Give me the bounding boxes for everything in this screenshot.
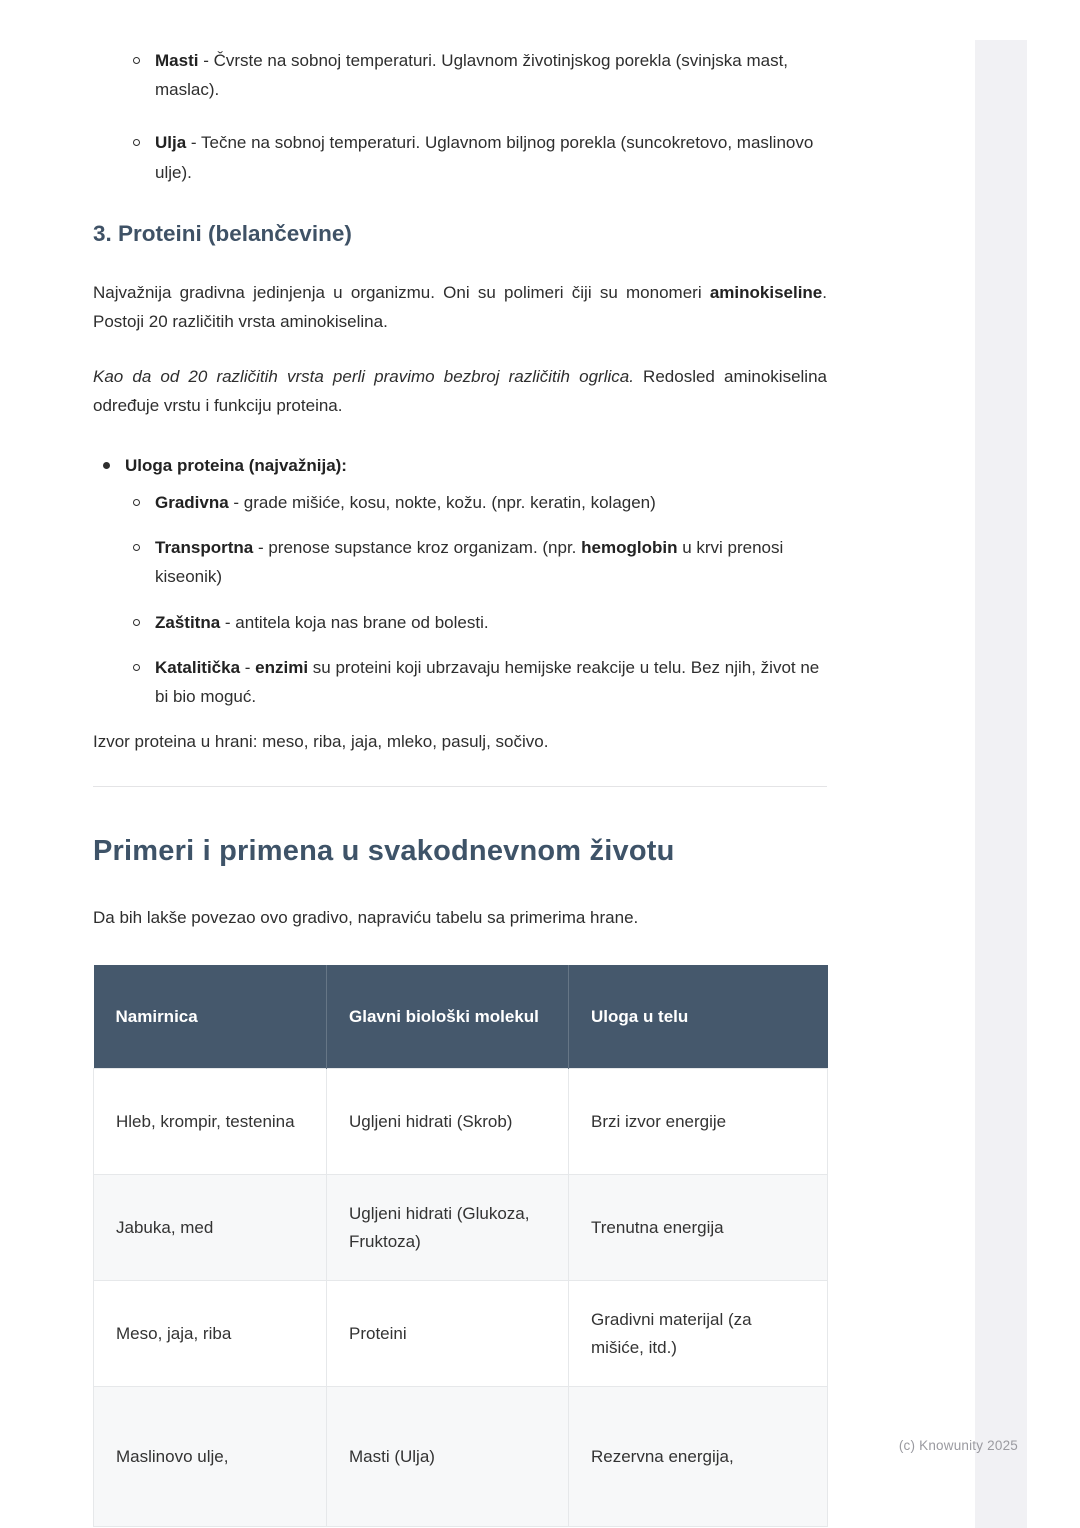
intro-text: Najvažnija gradivna jedinjenja u organizmu. Oni su polimeri čiji su monomeri <box>93 282 710 302</box>
table-cell: Rezervna energija, <box>569 1387 828 1527</box>
table-cell: Proteini <box>327 1281 569 1387</box>
table-row <box>94 1387 828 1527</box>
analogy-paragraph <box>93 362 827 420</box>
list-item <box>93 653 827 711</box>
term-masti: Masti <box>155 51 199 70</box>
role-term: Zaštitna <box>155 612 221 632</box>
list-item <box>93 608 827 637</box>
list-item <box>93 488 827 517</box>
roles-title: Uloga proteina (najvažnija): <box>125 455 347 475</box>
disc-bullet-icon <box>103 462 110 469</box>
term-aminokiseline: aminokiseline <box>709 282 823 302</box>
table-intro-paragraph: Da bih lakše povezao ovo gradivo, napraviću tabelu sa primerima hrane. <box>93 908 639 928</box>
section-heading-examples: Primeri i primena u svakodnevnom životu <box>93 835 675 868</box>
list-item-text <box>155 488 656 517</box>
column-header-uloga: Uloga u telu <box>569 965 828 1069</box>
list-item-text <box>155 608 489 637</box>
role-desc: - antitela koja nas brane od bolesti. <box>220 612 489 632</box>
role-desc-2: su proteini koji ubrzavaju hemijske reakcije u telu. Bez njih, život ne bi bio moguć. <box>155 657 820 706</box>
circle-bullet-icon <box>133 544 140 551</box>
role-term-2: enzimi <box>255 657 309 677</box>
role-term: Gradivna <box>155 492 229 512</box>
section-divider <box>93 786 827 787</box>
list-item-text <box>125 451 347 480</box>
table-row <box>94 1281 828 1387</box>
role-term: Transportna <box>155 538 254 558</box>
table-row <box>94 1175 828 1281</box>
copyright-text: (c) Knowunity 2025 <box>898 1438 1018 1453</box>
circle-bullet-icon <box>133 619 140 626</box>
table-cell: Ugljeni hidrati (Glukoza, Fruktoza) <box>327 1175 569 1281</box>
table-cell: Gradivni materijal (za mišiće, itd.) <box>569 1281 828 1387</box>
protein-roles-list <box>93 488 827 711</box>
food-examples-table <box>93 965 828 1528</box>
list-item <box>93 451 827 480</box>
table-header-row <box>94 965 828 1069</box>
column-header-molekul: Glavni biološki molekul <box>327 965 569 1069</box>
table-cell: Hleb, krompir, testenina <box>94 1069 327 1175</box>
role-desc: - <box>240 657 256 677</box>
proteins-intro-paragraph <box>93 278 827 336</box>
column-header-namirnica: Namirnica <box>94 965 327 1069</box>
section-heading-proteins: 3. Proteini (belančevine) <box>93 220 352 246</box>
role-term: Katalitička <box>155 657 241 677</box>
protein-roles-outer-list <box>93 451 827 480</box>
analogy-text: Redosled aminokiselina određuje vrstu i funkciju proteina. <box>93 367 827 416</box>
circle-bullet-icon <box>133 499 140 506</box>
list-item-text <box>155 128 827 186</box>
term-masti-desc: - Čvrste na sobnoj temperaturi. Uglavnom životinjskog porekla (svinjska mast, maslac). <box>155 51 789 100</box>
table-row <box>94 1069 828 1175</box>
table-cell: Meso, jaja, riba <box>94 1281 327 1387</box>
table-cell: Maslinovo ulje, <box>94 1387 327 1527</box>
table-cell: Brzi izvor energije <box>569 1069 828 1175</box>
circle-bullet-icon <box>133 139 140 146</box>
list-item-text <box>155 653 827 711</box>
table-cell: Masti (Ulja) <box>327 1387 569 1527</box>
protein-sources-paragraph: Izvor proteina u hrani: meso, riba, jaja, mleko, pasulj, sočivo. <box>93 732 549 752</box>
term-ulja-desc: - Tečne na sobnoj temperaturi. Uglavnom biljnog porekla (suncokretovo, maslinovo ulje). <box>155 133 814 182</box>
circle-bullet-icon <box>133 57 140 64</box>
fats-list <box>93 46 827 187</box>
list-item-text <box>155 46 827 104</box>
list-item <box>93 46 827 104</box>
role-term-2: hemoglobin <box>581 538 678 558</box>
table-cell: Ugljeni hidrati (Skrob) <box>327 1069 569 1175</box>
list-item-text <box>155 533 827 591</box>
analogy-italic: Kao da od 20 različitih vrsta perli pravimo bezbroj različitih ogrlica. <box>93 367 634 387</box>
role-desc-2: u krvi prenosi kiseonik) <box>155 538 784 587</box>
list-item <box>93 128 827 186</box>
note-content <box>93 46 827 1527</box>
scroll-gutter <box>975 40 1027 1528</box>
list-item <box>93 533 827 591</box>
table-cell: Trenutna energija <box>569 1175 828 1281</box>
role-desc: - grade mišiće, kosu, nokte, kožu. (npr. keratin, kolagen) <box>228 492 656 512</box>
intro-text: . Postoji 20 različitih vrsta aminokiselina. <box>93 282 827 331</box>
role-desc: - prenose supstance kroz organizam. (npr. <box>253 538 582 558</box>
term-ulja: Ulja <box>155 133 187 153</box>
circle-bullet-icon <box>133 664 140 671</box>
table-cell: Jabuka, med <box>94 1175 327 1281</box>
